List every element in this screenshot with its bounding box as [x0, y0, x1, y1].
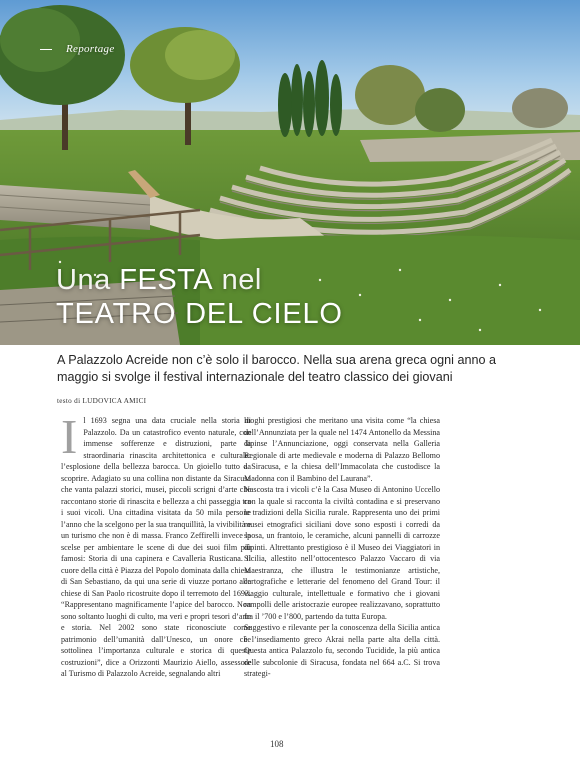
page-number: 108 — [270, 739, 284, 749]
drop-cap: I — [61, 409, 78, 464]
body-paragraph-right-1: luoghi prestigiosi che meritano una visita come “la chiesa dell’Annunziata per la quale nel 1474 Antonello da Messina dipinse l’Annunciazione, oggi conservata nella Galleria Regionale di arte medievale e moderna di Palazzo Bellomo a Siracusa, e la chiesa dell’Immacolata che custodisce la Madonna con il Bambino del Laurana”. — [244, 416, 440, 483]
body-paragraph-left: l 1693 segna una data cruciale nella storia di Palazzolo. Da un catastrofico evento naturale, con immense sofferenze e distruzioni, parte la straordinaria rinascita architettonica e culturale: l’esplosione della bellezza barocca. Un gioiello tutto da scoprire. Adagiato su una collina non distante da Siracusa che vanta palazzi storici, musei, piccoli scrigni d’arte che raccontano storie di rinascita e bellezza a chi passeggia tra i suoi vicoli. Una cittadina visitata da 50 mila persone l’anno che la scelgono per la sua tranquillità, la vivibilità e un turismo che non è di massa. Franco Zeffirelli invece la scelse per ambientare le scene di due dei suoi film più famosi: Storia di una capinera e Cavalleria Rusticana. Il cuore della città è Piazza del Popolo dominata dalla chiesa di San Sebastiano, da qui una serie di viuzze portano alle chiese di San Paolo ricostruite dopo il terremoto del 1693. “Rappresentano magnificamente l’apice del barocco. Non sono soltanto luoghi di culto, ma veri e propri tesori d’arte e storia. Nel 2002 sono state riconosciute come patrimonio dell’umanità dall’Unesco, un onore che sottolinea l’importanza culturale e storica di queste costruzioni”, dice a Orizzonti Maurizio Aiello, assessore al Turismo di Palazzolo Acreide, segnalando altri — [61, 416, 251, 678]
headline-line-1 — [56, 266, 343, 295]
headline-una: Una — [56, 264, 120, 296]
body-paragraph-right-3: Suggestivo e rilevante per la conoscenza della Sicilia antica è l’insediamento greco Akrai nella parte alta della città. Questa antica Palazzolo fu, secondo Tucidide, la più antica delle subcolonie di Siracusa, fondata nel 664 a.C. Si trova strategi- — [244, 623, 440, 678]
body-column-right — [244, 415, 440, 680]
body-column-left — [61, 409, 251, 680]
byline: testo di LUDOVICA AMICI — [57, 397, 147, 405]
headline — [56, 266, 343, 329]
article-subtitle: A Palazzolo Acreide non c’è solo il barocco. Nella sua arena greca ogni anno a maggio si svolge il festival internazionale del teatro classico dei giovani — [57, 353, 496, 384]
headline-line-2: TEATRO DEL CIELO — [56, 298, 343, 330]
section-label-text: Reportage — [66, 43, 115, 55]
hero-photo — [0, 0, 580, 345]
headline-festa: FESTA — [119, 264, 214, 296]
section-label — [52, 43, 115, 55]
section-rule — [40, 49, 52, 50]
headline-nel: nel — [213, 264, 262, 296]
body-paragraph-right-2: Nascosta tra i vicoli c’è la Casa Museo di Antonino Uccello con la quale si racconta la civiltà contadina e si preservano le tradizioni della Sicilia rurale. Rappresenta uno dei primi musei etnografici siciliani dove sono esposti i corredi da sposa, un frantoio, le ceramiche, alcuni pannelli di carrozze dipinti. Altrettanto prestigioso è il Museo dei Viaggiatori in Sicilia, allestito nell’ottocentesco Palazzo Vaccaro di via Maestranza, che illustra le testimonianze artistiche, cartografiche e letterarie del fenomeno del Grand Tour: il viaggio culturale, intellettuale e formativo che i giovani rampolli delle aristocrazie europee realizzavano, soprattutto fra il ’700 e l’800, partendo da tutta Europa. — [244, 485, 440, 621]
